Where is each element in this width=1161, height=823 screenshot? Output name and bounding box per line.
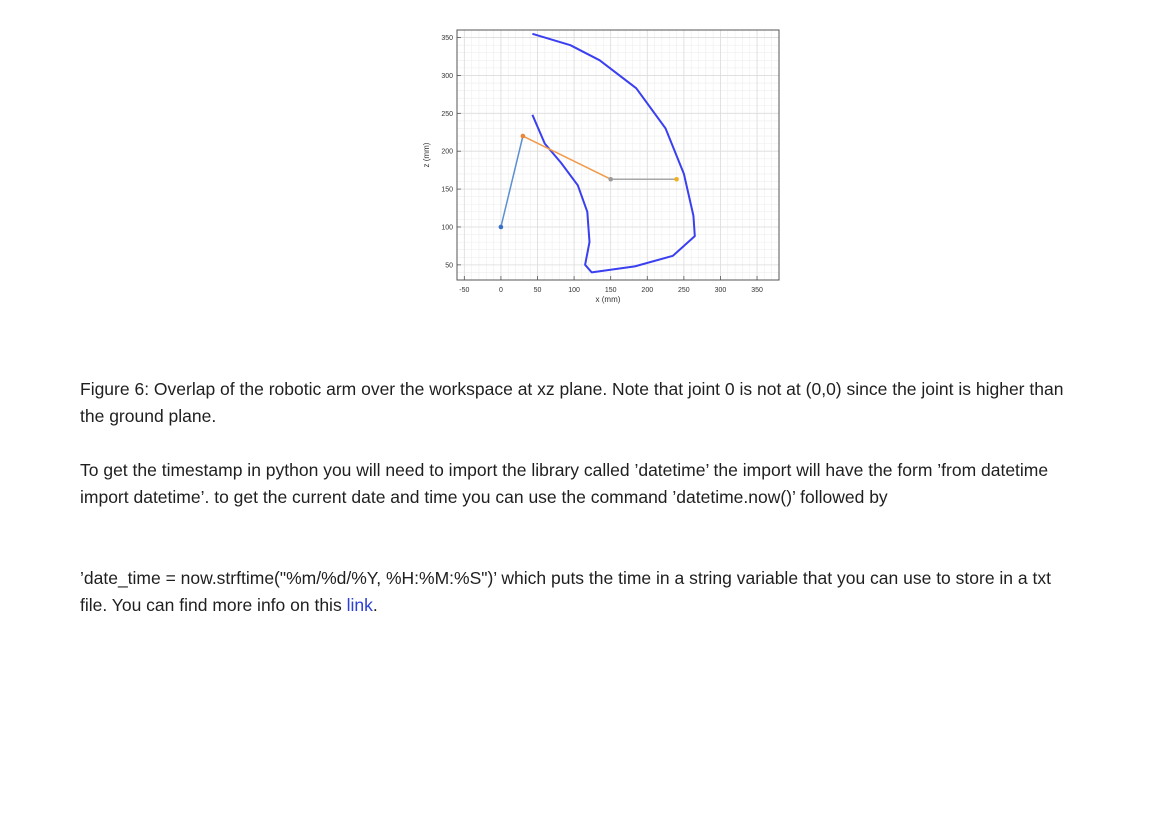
y-tick-label: 300 — [441, 72, 453, 80]
y-tick-label: 250 — [441, 110, 453, 118]
x-tick-label: 150 — [604, 287, 617, 294]
y-tick-label: 100 — [441, 224, 453, 232]
x-tick-label: -50 — [459, 287, 470, 294]
joint-point-0 — [499, 225, 504, 230]
joint-point-1 — [521, 134, 526, 139]
y-axis-label: z (mm) — [422, 142, 431, 168]
y-tick-label: 200 — [441, 148, 453, 156]
y-tick-label: 350 — [441, 35, 453, 43]
strftime-paragraph-end: . — [372, 595, 378, 615]
strftime-paragraph — [80, 565, 1080, 619]
x-tick-label: 300 — [714, 287, 727, 294]
y-tick-label: 150 — [441, 186, 453, 194]
x-tick-label: 350 — [751, 287, 763, 294]
joint-point-3 — [674, 177, 679, 182]
x-tick-label: 100 — [568, 287, 580, 294]
info-link[interactable]: link — [346, 595, 373, 615]
joint-point-2 — [608, 177, 613, 182]
x-tick-label: 0 — [498, 287, 503, 294]
y-tick-label: 50 — [445, 262, 453, 270]
datetime-paragraph: To get the timestamp in python you will need to import the library called ’datetime’ the import will have the form ’from datetime import datetime’. to get the current date and time you can use the command ’datetime.now()’ followed by — [80, 460, 1049, 507]
figure-caption: Figure 6: Overlap of the robotic arm over the workspace at xz plane. Note that joint 0 is not at (0,0) since the joint is higher than the ground plane. — [80, 379, 1064, 426]
x-axis-label: x (mm) — [595, 295, 621, 304]
x-tick-label: 250 — [678, 287, 690, 294]
workspace-figure — [395, 22, 795, 322]
x-tick-label: 50 — [533, 287, 542, 294]
x-tick-label: 200 — [641, 287, 654, 294]
strftime-paragraph-text: ’date_time = now.strftime("%m/%d/%Y, %H:%M:%S")’ which puts the time in a string variable that you can use to store in a txt file. You can find more info on this — [80, 568, 1051, 615]
workspace-chart — [395, 22, 795, 322]
